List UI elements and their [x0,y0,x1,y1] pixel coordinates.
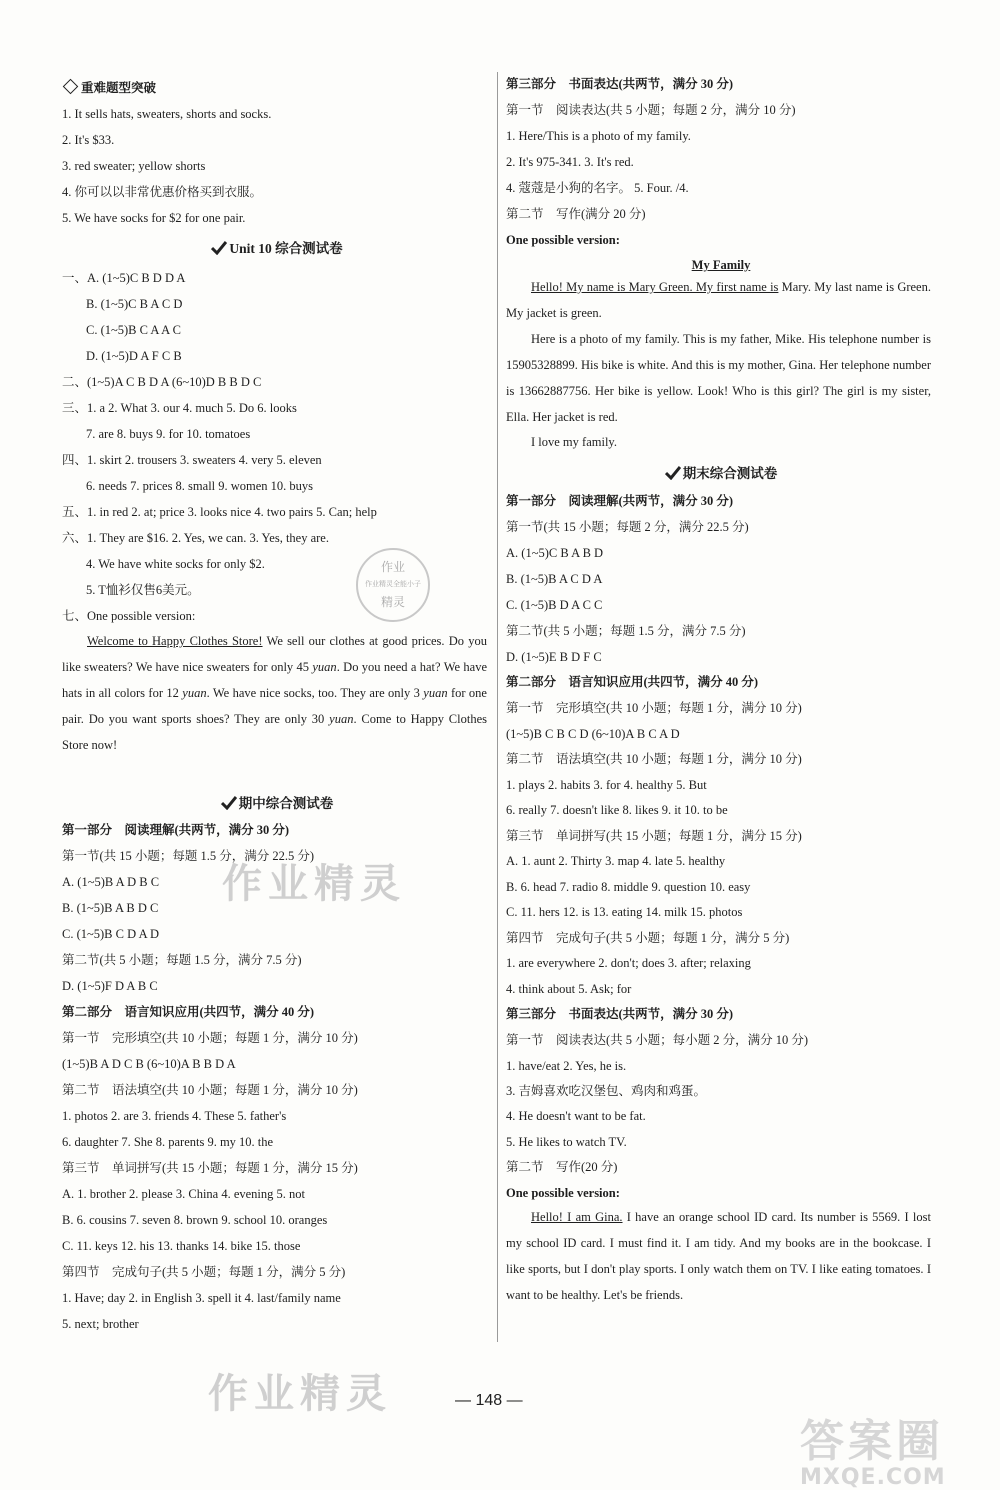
answer-line: 五、1. in red 2. at; price 3. looks nice 4. two pairs 5. Can; help [62,505,377,519]
midterm-title: 期中综合测试卷 [62,796,492,812]
answer-line: B. (1~5)B A C D A [506,572,603,586]
answer-line: 四、1. skirt 2. trousers 3. sweaters 4. very 5. eleven [62,453,322,467]
watermark-stamp: 作业 作业精灵全能小子 精灵 [356,548,430,622]
answer-line: B. 6. head 7. radio 8. middle 9. question 10. easy [506,880,751,894]
essay-paragraph: Welcome to Happy Clothes Store! We sell our clothes at good prices. Do you like sweaters? We have nice sweaters for only 45 yuan. Do you need a hat? We have hats in all colors for 12 yuan. We have nice socks, too. They are only 3 yuan for one pair. Do you want sports shoes? They are only 30 yuan. Come to Happy Clothes Store now! [62,634,488,752]
answer-line: 2. It's 975-341. 3. It's red. [506,155,634,169]
answer-line: 5. T恤衫仅售6美元。 [86,583,200,597]
answer-line: 六、1. They are $16. 2. Yes, we can. 3. Yes, they are. [62,531,329,545]
answer-line: 3. red sweater; yellow shorts [62,159,206,173]
answer-line: A. (1~5)C B A B D [506,546,604,560]
page-number: — 148 — [455,1392,523,1409]
answer-line: (1~5)B A D C B (6~10)A B B D A [62,1057,236,1071]
answer-line: C. (1~5)B D A C C [506,598,603,612]
answer-line: 4. 蔻蔻是小狗的名字。 5. Four. /4. [506,181,689,195]
answer-line: 第一节 完形填空(共 10 小题；每题 1 分，满分 10 分) [62,1031,358,1045]
essay-paragraph: Hello! I am Gina. I have an orange school ID card. Its number is 5569. I lost my school ID card. I must find it. I am tidy. And my books are in the bookcase. I like sports, but I don't play sports. I only watch them on TV. I like eating tomatoes. I want to be healthy. Let's be friends. [506,1210,931,1302]
checkmark-icon [211,241,227,255]
checkmark-icon [221,796,237,810]
answer-line: 4. He doesn't want to be fat. [506,1109,646,1123]
answer-line: 二、(1~5)A C B D A (6~10)D B B D C [62,375,262,389]
answer-line: 第三部分 书面表达(共两节，满分 30 分) [506,77,734,91]
answer-line: One possible version: [506,1186,620,1200]
answer-line: 5. We have socks for $2 for one pair. [62,211,246,225]
answer-line: 1. plays 2. habits 3. for 4. healthy 5. But [506,778,707,792]
answer-line: 6. daughter 7. She 8. parents 9. my 10. the [62,1135,274,1149]
answer-line: 第三节 单词拼写(共 15 小题；每题 1 分，满分 15 分) [506,829,802,843]
answer-line: 1. It sells hats, sweaters, shorts and socks. [62,107,272,121]
answer-line: 1. Have; day 2. in English 3. spell it 4. last/family name [62,1291,341,1305]
answer-line: 第一节 完形填空(共 10 小题；每题 1 分，满分 10 分) [506,701,802,715]
answer-line: 4. 你可以以非常优惠价格买到衣服。 [62,185,263,199]
answer-line: 第二节 写作(20 分) [506,1160,618,1174]
watermark: 作业精灵 [208,1371,392,1417]
answer-line: C. (1~5)B C D A D [62,927,160,941]
answer-line: 1. photos 2. are 3. friends 4. These 5. father's [62,1109,287,1123]
checkmark-icon [665,466,681,480]
answer-line: D. (1~5)E B D F C [506,650,602,664]
watermark: 作业精灵 [222,861,406,907]
answer-line: B. 6. cousins 7. seven 8. brown 9. school 10. oranges [62,1213,328,1227]
answer-line: 第二节(共 5 小题；每题 1.5 分，满分 7.5 分) [62,953,302,967]
answer-line: 1. have/eat 2. Yes, he is. [506,1059,627,1073]
answer-line: 第三节 单词拼写(共 15 小题；每题 1 分，满分 15 分) [62,1161,358,1175]
answer-line: 5. next; brother [62,1317,139,1331]
diamond-icon [63,79,79,95]
answer-line: C. 11. keys 12. his 13. thanks 14. bike 15. those [62,1239,301,1253]
answer-line: 第三部分 书面表达(共两节，满分 30 分) [506,1007,734,1021]
answer-line: C. 11. hers 12. is 13. eating 14. milk 15. photos [506,905,743,919]
answer-line: C. (1~5)B C A A C [86,323,181,337]
answer-line: 6. needs 7. prices 8. small 9. women 10. buys [86,479,314,493]
answer-line: 4. We have white socks for only $2. [86,557,265,571]
answer-line: 第一部分 阅读理解(共两节，满分 30 分) [506,494,734,508]
answer-line: 一、A. (1~5)C B D D A [62,271,186,285]
answer-line: 6. really 7. doesn't like 8. likes 9. it 10. to be [506,803,728,817]
answer-line: D. (1~5)D A F C B [86,349,182,363]
answer-line: 第一部分 阅读理解(共两节，满分 30 分) [62,823,290,837]
section-heading: 重难题型突破 [62,80,156,96]
answer-line: 4. think about 5. Ask; for [506,982,632,996]
final-title: 期末综合测试卷 [506,466,936,482]
answer-line: 第二部分 语言知识应用(共四节，满分 40 分) [506,675,759,689]
answer-line: 第二节 语法填空(共 10 小题；每题 1 分，满分 10 分) [62,1083,358,1097]
answer-line: B. (1~5)C B A C D [86,297,183,311]
answer-line: A. 1. brother 2. please 3. China 4. evening 5. not [62,1187,306,1201]
answer-line: One possible version: [506,233,620,247]
unit10-title: Unit 10 综合测试卷 [62,241,492,257]
answer-line: 1. Here/This is a photo of my family. [506,129,691,143]
answer-line: 5. He likes to watch TV. [506,1135,627,1149]
answer-line: D. (1~5)F D A B C [62,979,158,993]
answer-line: 七、One possible version: [62,609,196,623]
answer-line: (1~5)B C B C D (6~10)A B C A D [506,727,680,741]
answer-line: 7. are 8. buys 9. for 10. tomatoes [86,427,251,441]
answer-line: 第二节(共 5 小题；每题 1.5 分，满分 7.5 分) [506,624,746,638]
answer-line: 第一节 阅读表达(共 5 小题；每小题 2 分，满分 10 分) [506,1033,809,1047]
corner-watermark-logo: 答案圈 MXQE.COM [800,1416,946,1490]
answer-line: 三、1. a 2. What 3. our 4. much 5. Do 6. looks [62,401,297,415]
answer-line: 3. 吉姆喜欢吃汉堡包、鸡肉和鸡蛋。 [506,1084,707,1098]
column-divider [497,72,498,1342]
answer-line: 第一节(共 15 小题；每题 1.5 分，满分 22.5 分) [62,849,315,863]
essay-title: My Family [691,258,751,272]
answer-line: 第一节(共 15 小题；每题 2 分，满分 22.5 分) [506,520,749,534]
answer-line: 第二部分 语言知识应用(共四节，满分 40 分) [62,1005,315,1019]
answer-line: B. (1~5)B A B D C [62,901,159,915]
answer-line: A. (1~5)B A D B C [62,875,160,889]
answer-line: 第四节 完成句子(共 5 小题；每题 1 分，满分 5 分) [62,1265,346,1279]
answer-line: 第一节 阅读表达(共 5 小题；每题 2 分，满分 10 分) [506,103,796,117]
essay-paragraph: Hello! My name is Mary Green. My first name is Mary. My last name is Green. My jacket is green. Here is a photo of my family. This is my father, Mike. His telephone number is 15905328899. His bike is white. And this is my mother, Gina. Her telephone number is 13662887756. Her bike is yellow. Look! Who is this girl? The girl is my sister, Ella. Her jacket is red. I love my family. [506,280,931,450]
answer-line: 第二节 写作(满分 20 分) [506,207,646,221]
answer-line: 第四节 完成句子(共 5 小题；每题 1 分，满分 5 分) [506,931,790,945]
answer-line: A. 1. aunt 2. Thirty 3. map 4. late 5. healthy [506,854,726,868]
answer-line: 1. are everywhere 2. don't; does 3. after; relaxing [506,956,751,970]
answer-line: 2. It's $33. [62,133,115,147]
answer-line: 第二节 语法填空(共 10 小题；每题 1 分，满分 10 分) [506,752,802,766]
